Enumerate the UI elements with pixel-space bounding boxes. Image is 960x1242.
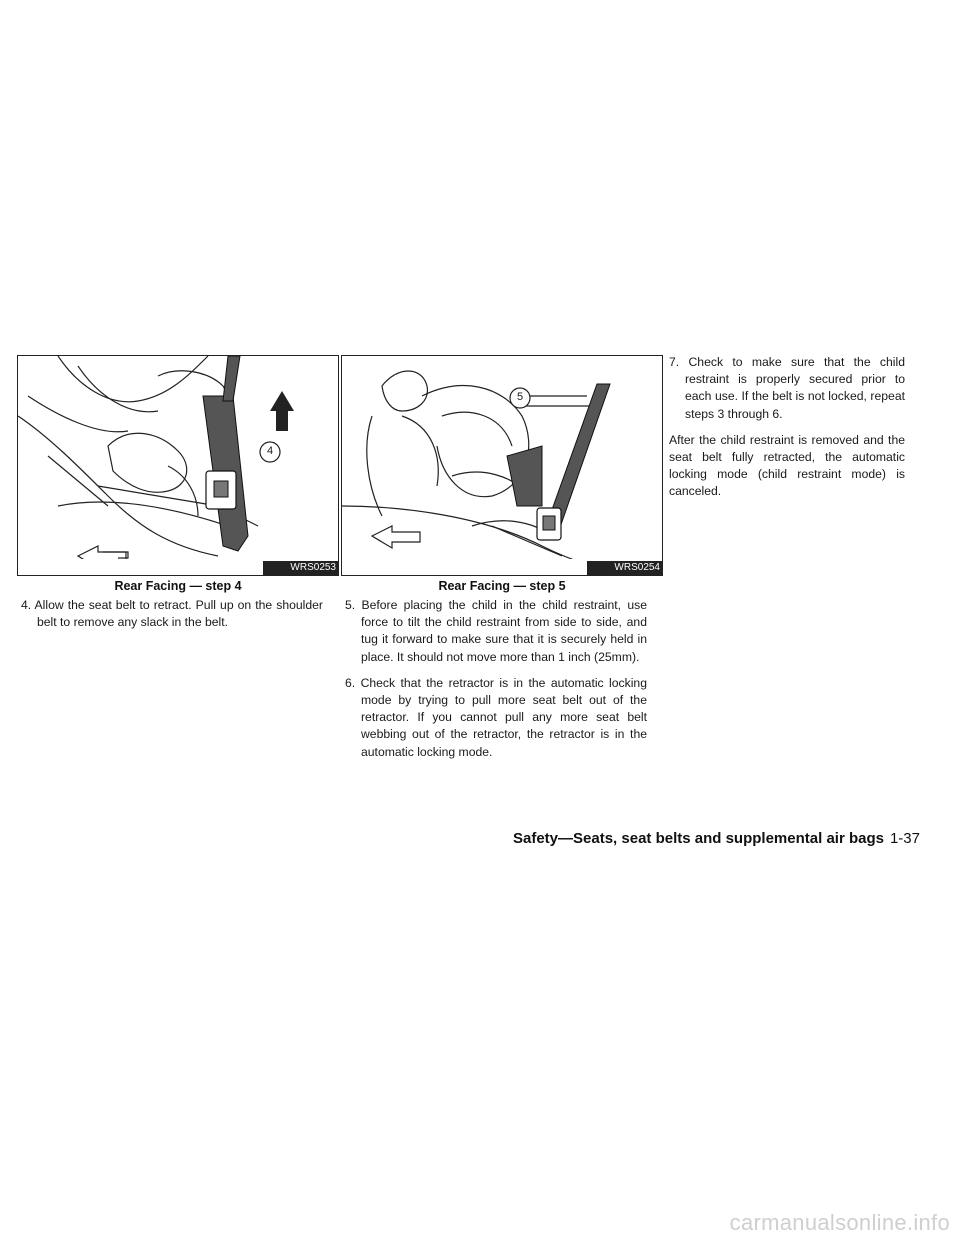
- page-footer: [513, 830, 920, 847]
- locking-mode-note: After the child restraint is removed and the seat belt fully retracted, the automatic locking mode (child restraint mode) is canceled.: [669, 432, 905, 499]
- page-number: 1-37: [889, 830, 920, 847]
- figure-rear-facing-step-5: [341, 355, 663, 576]
- watermark-text: carmanualsonline.info: [729, 1210, 950, 1235]
- step-7-text: 7. Check to make sure that the child restraint is properly secured prior to each use. If the belt is not locked, repeat steps 3 through 6.: [669, 355, 905, 421]
- callout-number: 5: [516, 391, 524, 403]
- callout-number: 4: [266, 445, 274, 457]
- illustration-belt-pull-up: [18, 356, 339, 576]
- column-3: [669, 354, 905, 501]
- step-5-text: 5. Before placing the child in the child restraint, use force to tilt the child restraint from side to side, and tug it forward to make sure that it is securely held in place. It should not move more than 1 inch (25mm).: [345, 598, 647, 664]
- column-1: [21, 597, 323, 640]
- figure-caption: Rear Facing — step 4: [114, 579, 242, 593]
- figure-code: WRS0254: [614, 562, 660, 573]
- figure-code: WRS0253: [290, 562, 336, 573]
- section-title: Safety—Seats, seat belts and supplemental air bags: [513, 830, 884, 847]
- illustration-tilt-restraint: [342, 356, 663, 576]
- step-6-text: 6. Check that the retractor is in the automatic locking mode by trying to pull more seat belt out of the retractor. If you cannot pull any more seat belt webbing out of the retractor, the retractor is in the automatic locking mode.: [345, 675, 647, 759]
- step-4-text: 4. Allow the seat belt to retract. Pull up on the shoulder belt to remove any slack in the belt.: [21, 598, 323, 630]
- column-2: [345, 597, 647, 770]
- figure-rear-facing-step-4: [17, 355, 339, 576]
- figure-caption: Rear Facing — step 5: [438, 579, 566, 593]
